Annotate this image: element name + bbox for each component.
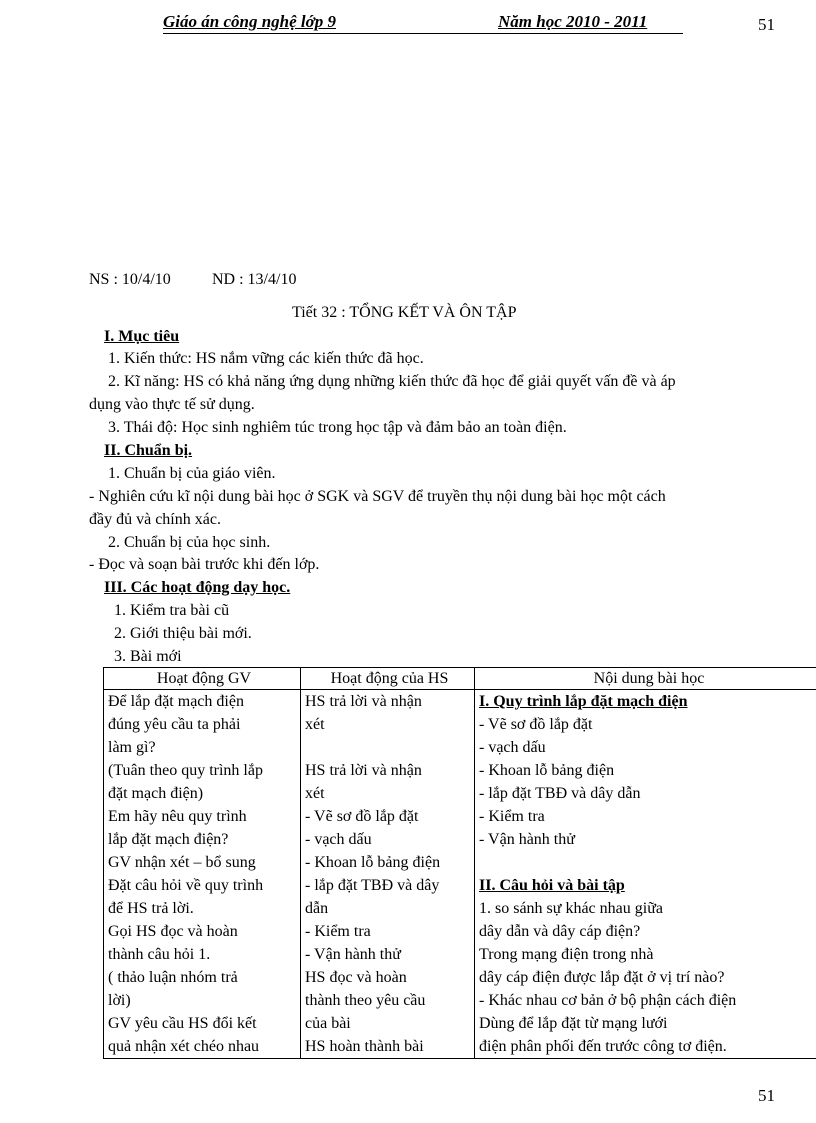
teacher-line: lời) — [108, 992, 131, 1009]
section-heading-objectives: I. Mục tiêu — [104, 328, 180, 345]
content-line: dây cáp điện được lắp đặt ở vị trí nào? — [479, 969, 725, 986]
content-line: dây dẫn và dây cáp điện? — [479, 923, 641, 940]
student-line: HS hoàn thành bài — [305, 1038, 424, 1055]
header-teacher-activity: Hoạt động GV — [104, 668, 301, 690]
teacher-activity-cell — [104, 690, 301, 1059]
content-line: - Khác nhau cơ bản ở bộ phận cách điện — [479, 992, 737, 1009]
table-header-row — [104, 668, 816, 690]
teacher-line: làm gì? — [108, 739, 156, 756]
teacher-line: ( thảo luận nhóm trả — [108, 969, 238, 986]
student-line: xét — [305, 785, 325, 802]
teacher-line: Gọi HS đọc và hoàn — [108, 923, 238, 940]
student-line: - Vận hành thử — [305, 946, 401, 963]
content-line: - Vẽ sơ đồ lắp đặt — [479, 716, 593, 733]
content-line: Dùng để lắp đặt từ mạng lưới — [479, 1015, 668, 1032]
student-line: HS trả lời và nhận — [305, 693, 422, 710]
content-line: - Kiểm tra — [479, 808, 545, 825]
section-heading-preparation: II. Chuẩn bị. — [104, 442, 193, 459]
preparation-item: - Nghiên cứu kĩ nội dung bài học ở SGK và SGV để truyền thụ nội dung bài học một cách — [89, 488, 666, 505]
student-line: thành theo yêu cầu — [305, 992, 426, 1009]
content-line: - vạch dấu — [479, 739, 546, 756]
teacher-line: Để lắp đặt mạch điện — [108, 693, 244, 710]
header-lesson-content: Nội dung bài học — [475, 668, 816, 690]
student-line: - Khoan lỗ bảng điện — [305, 854, 441, 871]
objective-item: 2. Kĩ năng: HS có khả năng ứng dụng những kiến thức đã học để giải quyết vấn đề và áp — [108, 373, 676, 390]
content-subheading: I. Quy trình lắp đặt mạch điện — [479, 693, 688, 710]
student-activity-cell — [301, 690, 475, 1059]
preparation-item: 2. Chuẩn bị của học sinh. — [108, 534, 271, 551]
objective-item: dụng vào thực tế sử dụng. — [89, 396, 255, 413]
activity-item: 3. Bài mới — [114, 648, 182, 665]
lesson-table — [103, 667, 816, 1059]
teacher-line: đúng yêu cầu ta phải — [108, 716, 241, 733]
content-line — [479, 851, 816, 874]
teacher-line: thành câu hỏi 1. — [108, 946, 211, 963]
ns-date: NS : 10/4/10 — [89, 271, 171, 288]
page-number-top: 51 — [758, 15, 775, 34]
teacher-line: (Tuân theo quy trình lắp — [108, 762, 263, 779]
lesson-content-cell — [475, 690, 816, 1059]
student-line: của bài — [305, 1015, 351, 1032]
student-line: HS trả lời và nhận — [305, 762, 422, 779]
content-subheading: II. Câu hỏi và bài tập — [479, 877, 625, 894]
section-heading-activities: III. Các hoạt động dạy học. — [104, 579, 291, 596]
student-line — [305, 736, 474, 759]
teacher-line: GV nhận xét – bổ sung — [108, 854, 256, 871]
student-line: - lắp đặt TBĐ và dây — [305, 877, 440, 894]
preparation-item: đầy đủ và chính xác. — [89, 511, 221, 528]
table-row — [104, 690, 816, 1059]
header-student-activity: Hoạt động của HS — [301, 668, 475, 690]
teacher-line: Đặt câu hỏi về quy trình — [108, 877, 264, 894]
student-line: - Vẽ sơ đồ lắp đặt — [305, 808, 419, 825]
content-line: - Khoan lỗ bảng điện — [479, 762, 615, 779]
content-line: 1. so sánh sự khác nhau giữa — [479, 900, 663, 917]
objective-item: 3. Thái độ: Học sinh nghiêm túc trong học tập và đảm bảo an toàn điện. — [108, 419, 567, 436]
student-line: xét — [305, 716, 325, 733]
student-line: HS đọc và hoàn — [305, 969, 407, 986]
teacher-line: GV yêu cầu HS đổi kết — [108, 1015, 257, 1032]
content-line: Trong mạng điện trong nhà — [479, 946, 654, 963]
header-rule — [163, 33, 683, 34]
teacher-line: để HS trả lời. — [108, 900, 194, 917]
student-line: - vạch dấu — [305, 831, 372, 848]
nd-date: ND : 13/4/10 — [212, 271, 297, 288]
header-school-year: Năm học 2010 - 2011 — [498, 12, 648, 31]
content-line: - Vận hành thử — [479, 831, 575, 848]
preparation-item: 1. Chuẩn bị của giáo viên. — [108, 465, 276, 482]
teacher-line: quả nhận xét chéo nhau — [108, 1038, 260, 1055]
student-line: - Kiểm tra — [305, 923, 371, 940]
preparation-item: - Đọc và soạn bài trước khi đến lớp. — [89, 556, 320, 573]
lesson-title: Tiết 32 : TỔNG KẾT VÀ ÔN TẬP — [292, 304, 517, 321]
teacher-line: Em hãy nêu quy trình — [108, 808, 247, 825]
student-line: dẫn — [305, 900, 329, 917]
content-line: - lắp đặt TBĐ và dây dẫn — [479, 785, 641, 802]
teacher-line: đặt mạch điện) — [108, 785, 204, 802]
activity-item: 2. Giới thiệu bài mới. — [114, 625, 252, 642]
teacher-line: lắp đặt mạch điện? — [108, 831, 229, 848]
activity-item: 1. Kiểm tra bài cũ — [114, 602, 230, 619]
header-subject: Giáo án công nghệ lớp 9 — [163, 12, 337, 31]
objective-item: 1. Kiến thức: HS nắm vững các kiến thức đã học. — [108, 350, 424, 367]
content-line: điện phân phối đến trước công tơ điện. — [479, 1038, 727, 1055]
page-number-bottom: 51 — [758, 1086, 775, 1105]
